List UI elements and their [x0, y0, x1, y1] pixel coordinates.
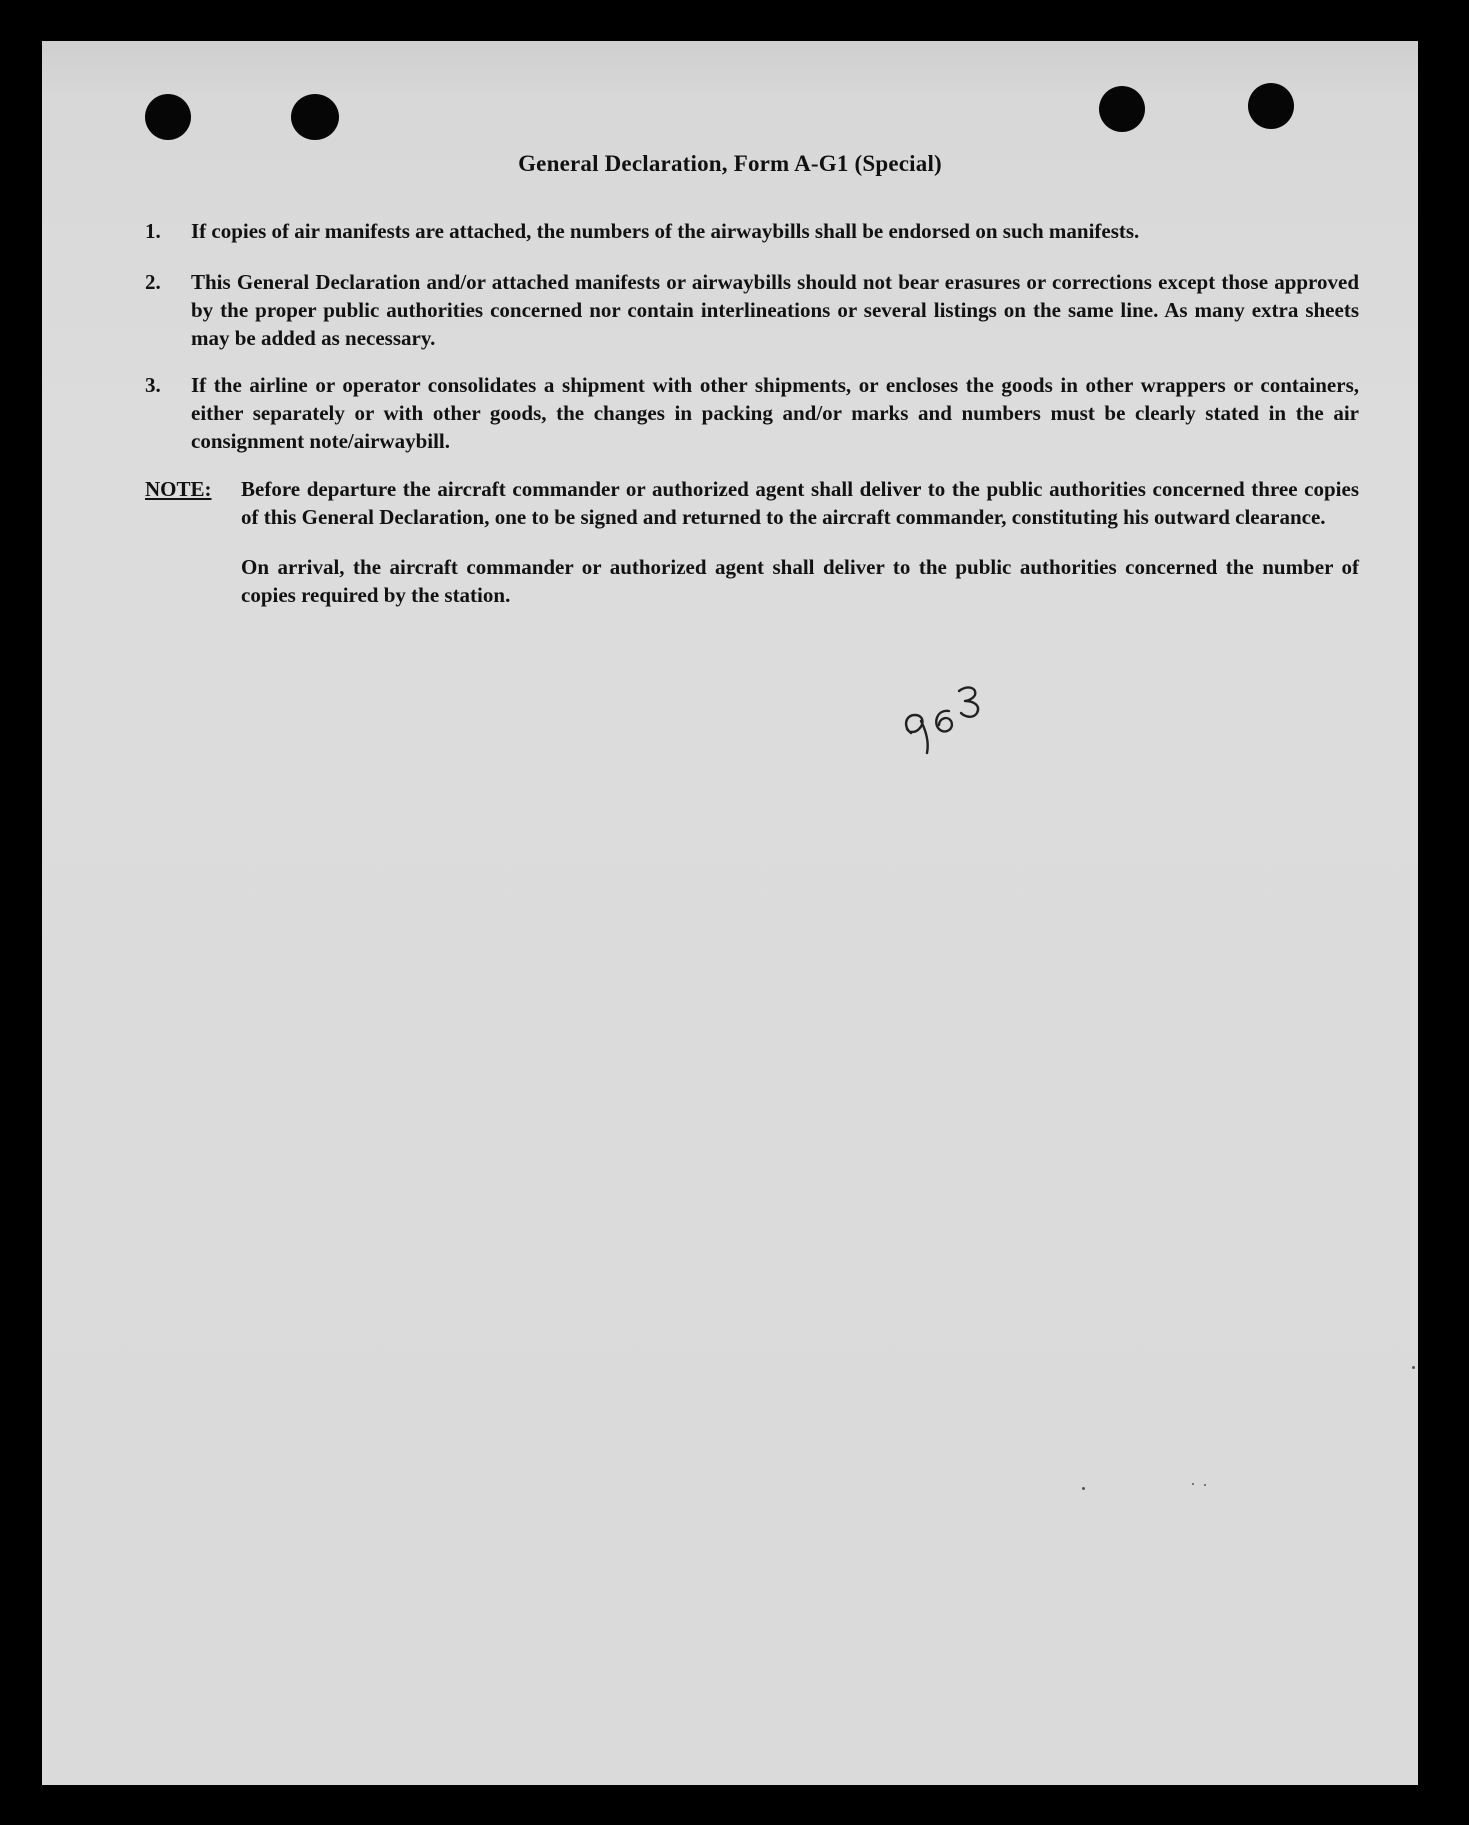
instruction-item — [145, 371, 1359, 455]
instruction-item — [145, 268, 1359, 352]
note-label: NOTE: — [145, 477, 212, 501]
punch-hole — [145, 94, 191, 140]
paper-speck — [1192, 1483, 1194, 1485]
item-number: 3. — [145, 373, 161, 397]
item-text: This General Declaration and/or attached manifests or airwaybills should not bear erasures or corrections except those approved by the proper public authorities concerned nor contain interlineations or several listings on the same line. As many extra sheets may be added as necessary. — [191, 270, 1359, 350]
note-paragraph-departure: Before departure the aircraft commander or authorized agent shall deliver to the public authorities concerned three copies of this General Declaration, one to be signed and returned to the aircraft commander, constituting his outward clearance. — [241, 477, 1359, 529]
document-page — [42, 41, 1418, 1785]
note-section — [145, 475, 1359, 609]
punch-hole — [1248, 83, 1294, 129]
paper-speck — [1082, 1487, 1085, 1490]
instruction-item — [145, 217, 1359, 245]
punch-hole — [291, 94, 339, 140]
item-text: If the airline or operator consolidates a shipment with other shipments, or encloses the goods in other wrappers or containers, either separately or with other goods, the changes in packing and/or marks and numbers must be clearly stated in the air consignment note/airwaybill. — [191, 373, 1359, 453]
paper-speck — [1204, 1484, 1206, 1486]
punch-hole — [1099, 86, 1145, 132]
form-title: General Declaration, Form A-G1 (Special) — [518, 151, 942, 176]
handwritten-mark — [897, 671, 997, 761]
item-number: 1. — [145, 219, 161, 243]
paper-speck — [1412, 1366, 1415, 1369]
item-number: 2. — [145, 270, 161, 294]
note-paragraph-arrival: On arrival, the aircraft commander or authorized agent shall deliver to the public authorities concerned the number of copies required by the station. — [241, 555, 1359, 607]
item-text: If copies of air manifests are attached, the numbers of the airwaybills shall be endorsed on such manifests. — [191, 219, 1140, 243]
